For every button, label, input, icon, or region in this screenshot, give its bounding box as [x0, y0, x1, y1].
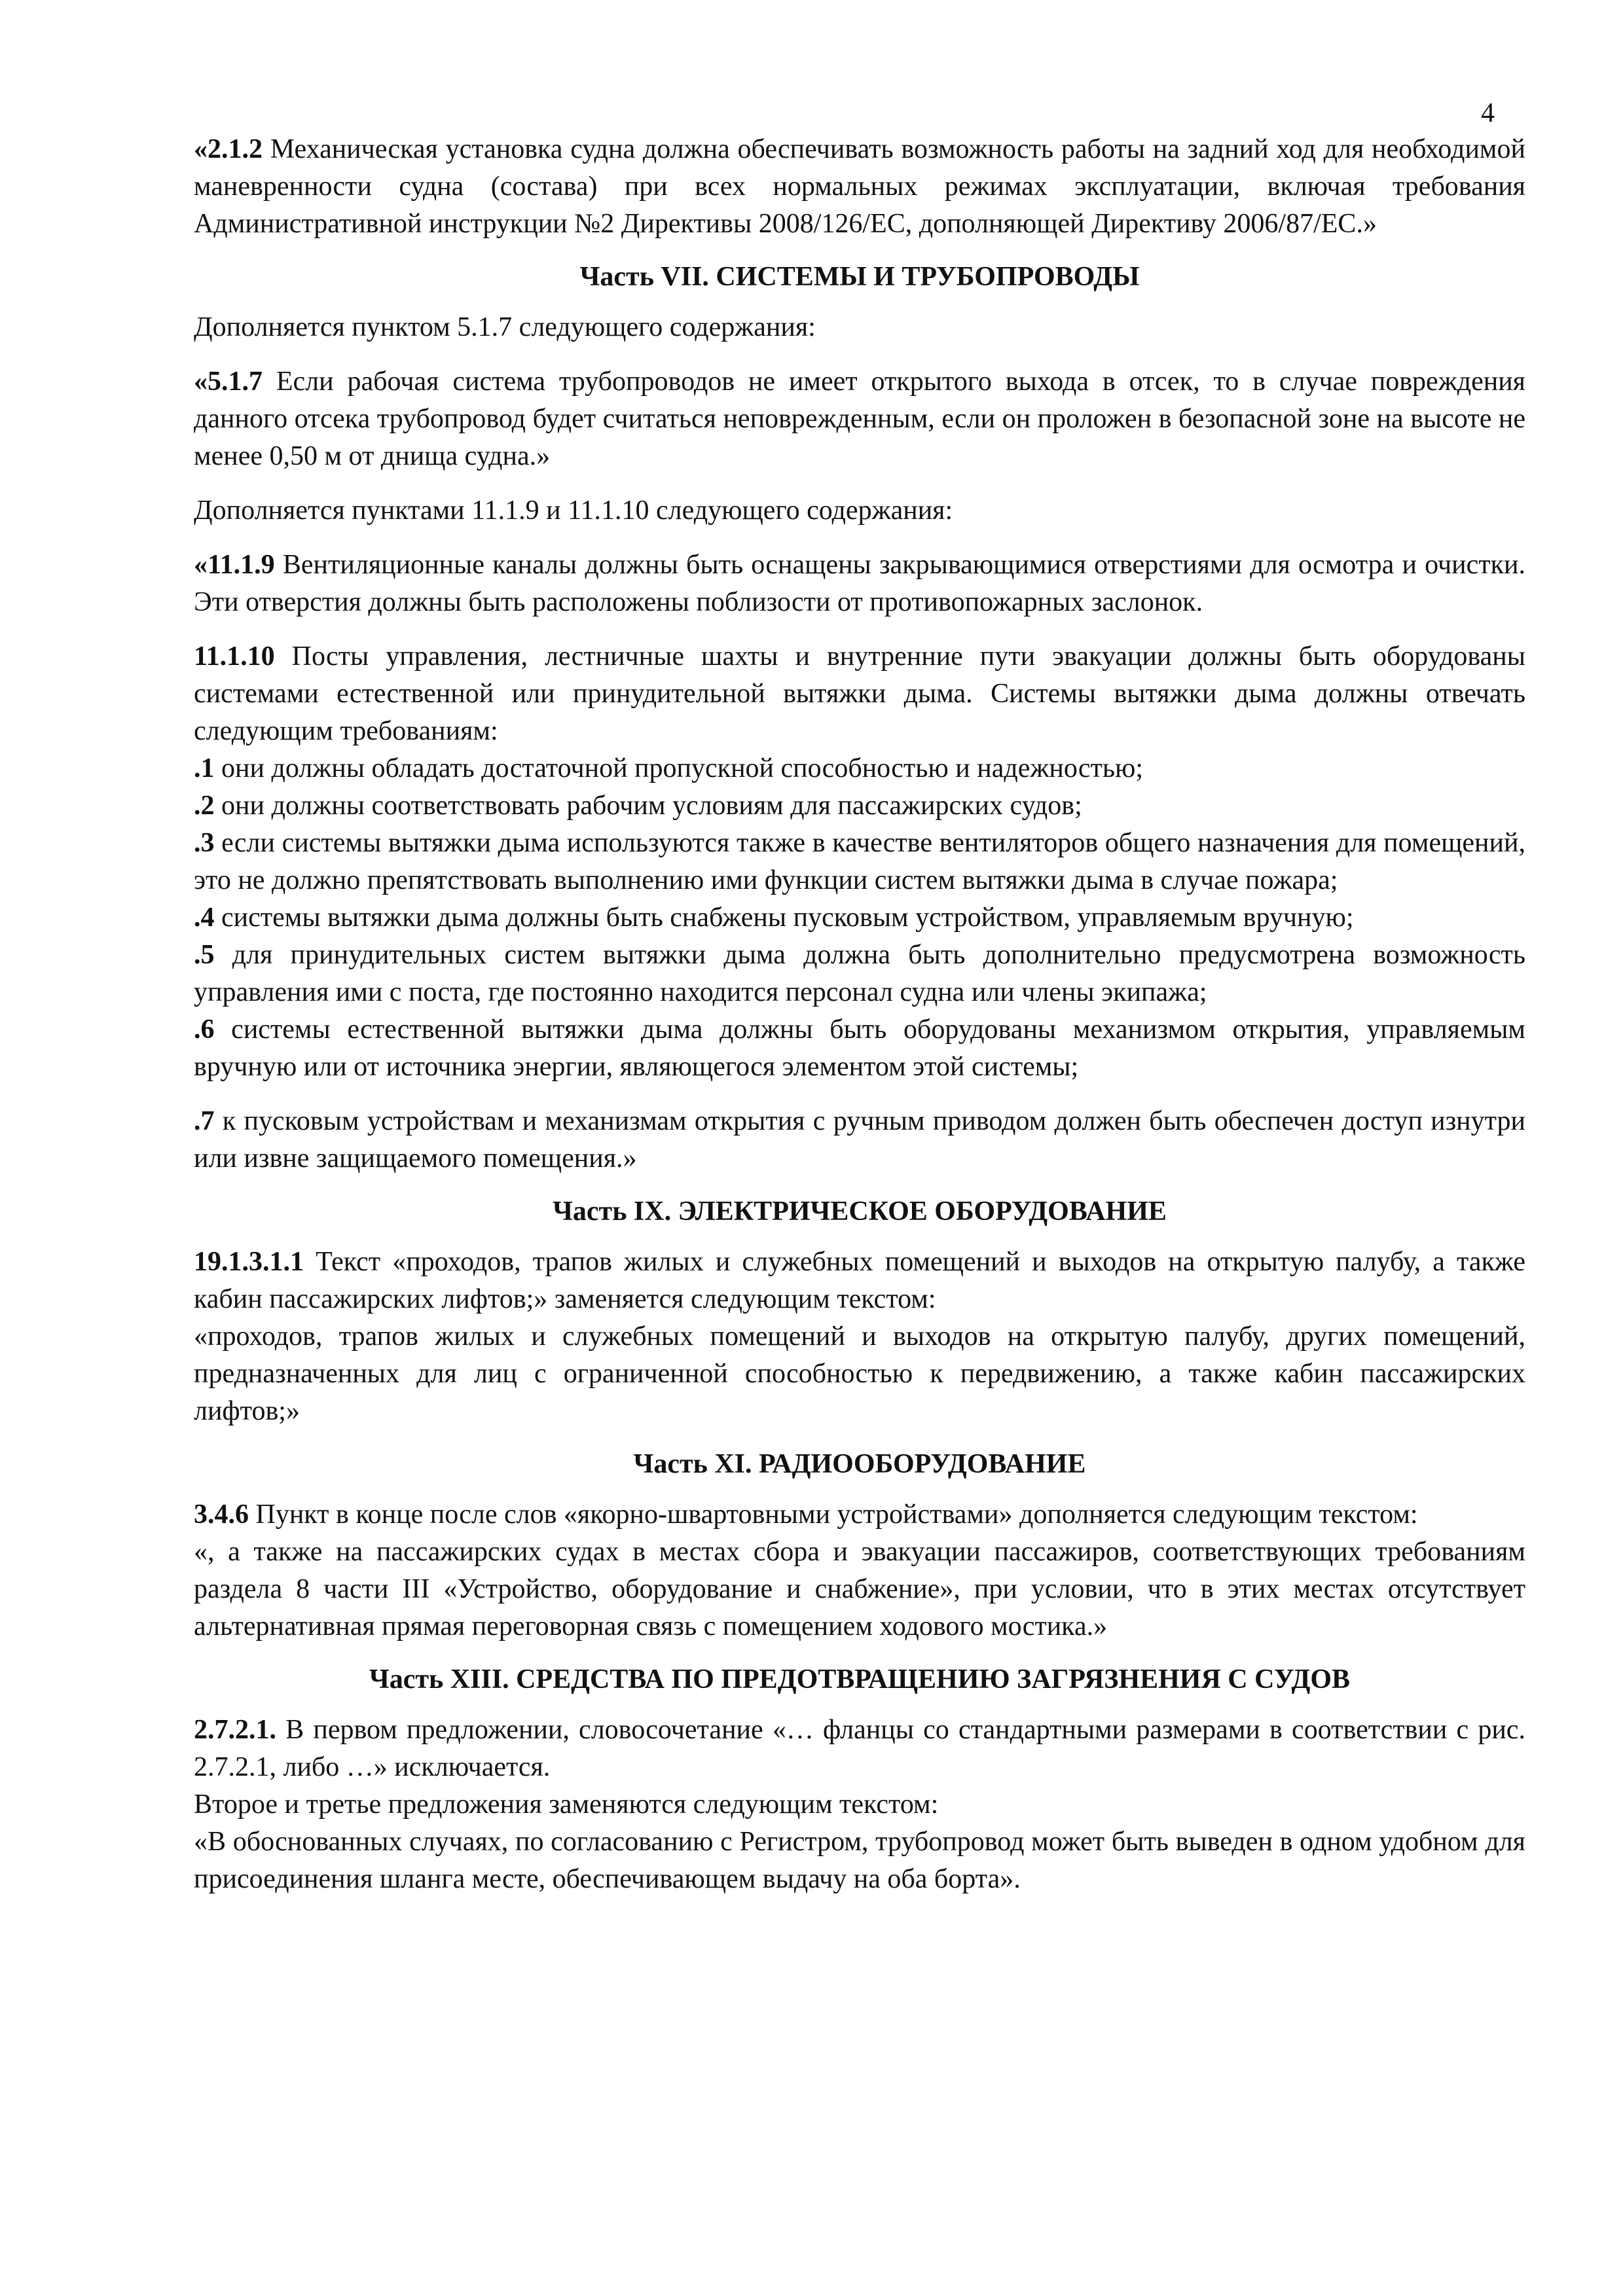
paragraph-text: для принудительных систем вытяжки дыма должна быть дополнительно предусмотрена возможность управления ими с поста, где постоянно находится персонал судна или члены экипажа;	[194, 940, 1525, 1007]
clause-number: 3.4.6	[194, 1499, 249, 1530]
paragraph-text: они должны соответствовать рабочим условиям для пассажирских судов;	[214, 791, 1082, 821]
paragraph-text: «В обоснованных случаях, по согласованию с Регистром, трубопровод может быть выведен в одном удобном для присоединения шланга месте, обеспечивающем выдачу на оба борта».	[194, 1827, 1525, 1894]
paragraph	[194, 787, 1525, 825]
paragraph	[194, 1244, 1525, 1318]
paragraph	[194, 750, 1525, 787]
clause-number: .7	[194, 1106, 215, 1136]
paragraph-text: В первом предложении, словосочетание «… фланцы со стандартными размерами в соответствии с рис. 2.7.2.1, либо …» исключается.	[194, 1715, 1525, 1782]
clause-number: «11.1.9	[194, 550, 275, 580]
paragraph	[194, 309, 1525, 346]
section-heading: Часть IX. ЭЛЕКТРИЧЕСКОЕ ОБОРУДОВАНИЕ	[553, 1196, 1167, 1227]
paragraph-text: Механическая установка судна должна обеспечивать возможность работы на задний ход для необходимой маневренности судна (состава) при всех нормальных режимах эксплуатации, включая требования Административной инструкции №2 Директивы 2008/126/ЕС, дополняющей Директиву 2006/87/ЕС.»	[194, 134, 1525, 239]
paragraph	[194, 1103, 1525, 1177]
clause-number: .2	[194, 791, 215, 821]
paragraph-text: «, а также на пассажирских судах в местах сбора и эвакуации пассажиров, соответствующих требованиям раздела 8 части III «Устройство, оборудование и снабжение», при условии, что в этих местах отсутствует альтернативная прямая переговорная связь с помещением ходового мостика.»	[194, 1537, 1525, 1641]
paragraph-text: «проходов, трапов жилых и служебных помещений и выходов на открытую палубу, других помещений, предназначенных для лиц с ограниченной способностью к передвижению, а также кабин пассажирских лифтов;»	[194, 1321, 1525, 1426]
clause-number: .6	[194, 1014, 215, 1045]
paragraph-text: Посты управления, лестничные шахты и внутренние пути эвакуации должны быть оборудованы системами естественной или принудительной вытяжки дыма. Системы вытяжки дыма должны отвечать следующим требованиям:	[194, 641, 1525, 746]
paragraph	[194, 937, 1525, 1011]
paragraph-text: к пусковым устройствам и механизмам открытия с ручным приводом должен быть обеспечен доступ изнутри или извне защищаемого помещения.»	[194, 1106, 1525, 1174]
paragraph-text: Если рабочая система трубопроводов не имеет открытого выхода в отсек, то в случае повреждения данного отсека трубопровод будет считаться неповрежденным, если он проложен в безопасной зоне на высоте не менее 0,50 м от днища судна.»	[194, 367, 1525, 471]
clause-number: .5	[194, 940, 215, 970]
paragraph-text: Дополняется пунктом 5.1.7 следующего содержания:	[194, 312, 816, 342]
clause-number: 11.1.10	[194, 641, 275, 672]
paragraph-text: системы вытяжки дыма должны быть снабжены пусковым устройством, управляемым вручную;	[214, 903, 1354, 933]
paragraph-text: Вентиляционные каналы должны быть оснащены закрывающимися отверстиями для осмотра и очистки. Эти отверстия должны быть расположены поблизости от противопожарных заслонок.	[194, 550, 1525, 617]
paragraph	[194, 1534, 1525, 1645]
paragraph	[194, 899, 1525, 937]
clause-number: 19.1.3.1.1	[194, 1247, 304, 1277]
clause-number: .1	[194, 753, 215, 783]
paragraph-text: Второе и третье предложения заменяются следующим текстом:	[194, 1789, 939, 1820]
paragraph	[194, 825, 1525, 899]
paragraph-text: системы естественной вытяжки дыма должны быть оборудованы механизмом открытия, управляемым вручную или от источника энергии, являющегося элементом этой системы;	[194, 1014, 1525, 1082]
document-body	[194, 131, 1525, 1898]
paragraph	[194, 638, 1525, 750]
paragraph	[194, 1496, 1525, 1534]
paragraph	[194, 1823, 1525, 1898]
section-heading: Часть VII. СИСТЕМЫ И ТРУБОПРОВОДЫ	[579, 262, 1140, 292]
page-number: 4	[1481, 98, 1495, 128]
paragraph-text: Пункт в конце после слов «якорно-швартовными устройствами» дополняется следующим текстом:	[249, 1499, 1418, 1530]
section-heading: Часть XI. РАДИООБОРУДОВАНИЕ	[633, 1449, 1086, 1479]
paragraph	[194, 547, 1525, 621]
paragraph-text: Текст «проходов, трапов жилых и служебных помещений и выходов на открытую палубу, а также кабин пассажирских лифтов;» заменяется следующим текстом:	[194, 1247, 1525, 1314]
clause-number: 2.7.2.1.	[194, 1715, 276, 1745]
paragraph	[194, 1786, 1525, 1823]
paragraph	[194, 492, 1525, 529]
section-heading: Часть XIII. СРЕДСТВА ПО ПРЕДОТВРАЩЕНИЮ ЗАГРЯЗНЕНИЯ С СУДОВ	[369, 1664, 1351, 1695]
clause-number: .3	[194, 828, 215, 858]
clause-number: «5.1.7	[194, 367, 263, 397]
paragraph	[194, 1318, 1525, 1430]
paragraph-text: если системы вытяжки дыма используются также в качестве вентиляторов общего назначения для помещений, это не должно препятствовать выполнению ими функции систем вытяжки дыма в случае пожара;	[194, 828, 1525, 895]
paragraph-text: они должны обладать достаточной пропускной способностью и надежностью;	[214, 753, 1144, 783]
paragraph-text: Дополняется пунктами 11.1.9 и 11.1.10 следующего содержания:	[194, 495, 953, 526]
paragraph	[194, 1011, 1525, 1086]
clause-number: «2.1.2	[194, 134, 263, 164]
paragraph	[194, 363, 1525, 475]
clause-number: .4	[194, 903, 215, 933]
paragraph	[194, 131, 1525, 243]
paragraph	[194, 1712, 1525, 1786]
